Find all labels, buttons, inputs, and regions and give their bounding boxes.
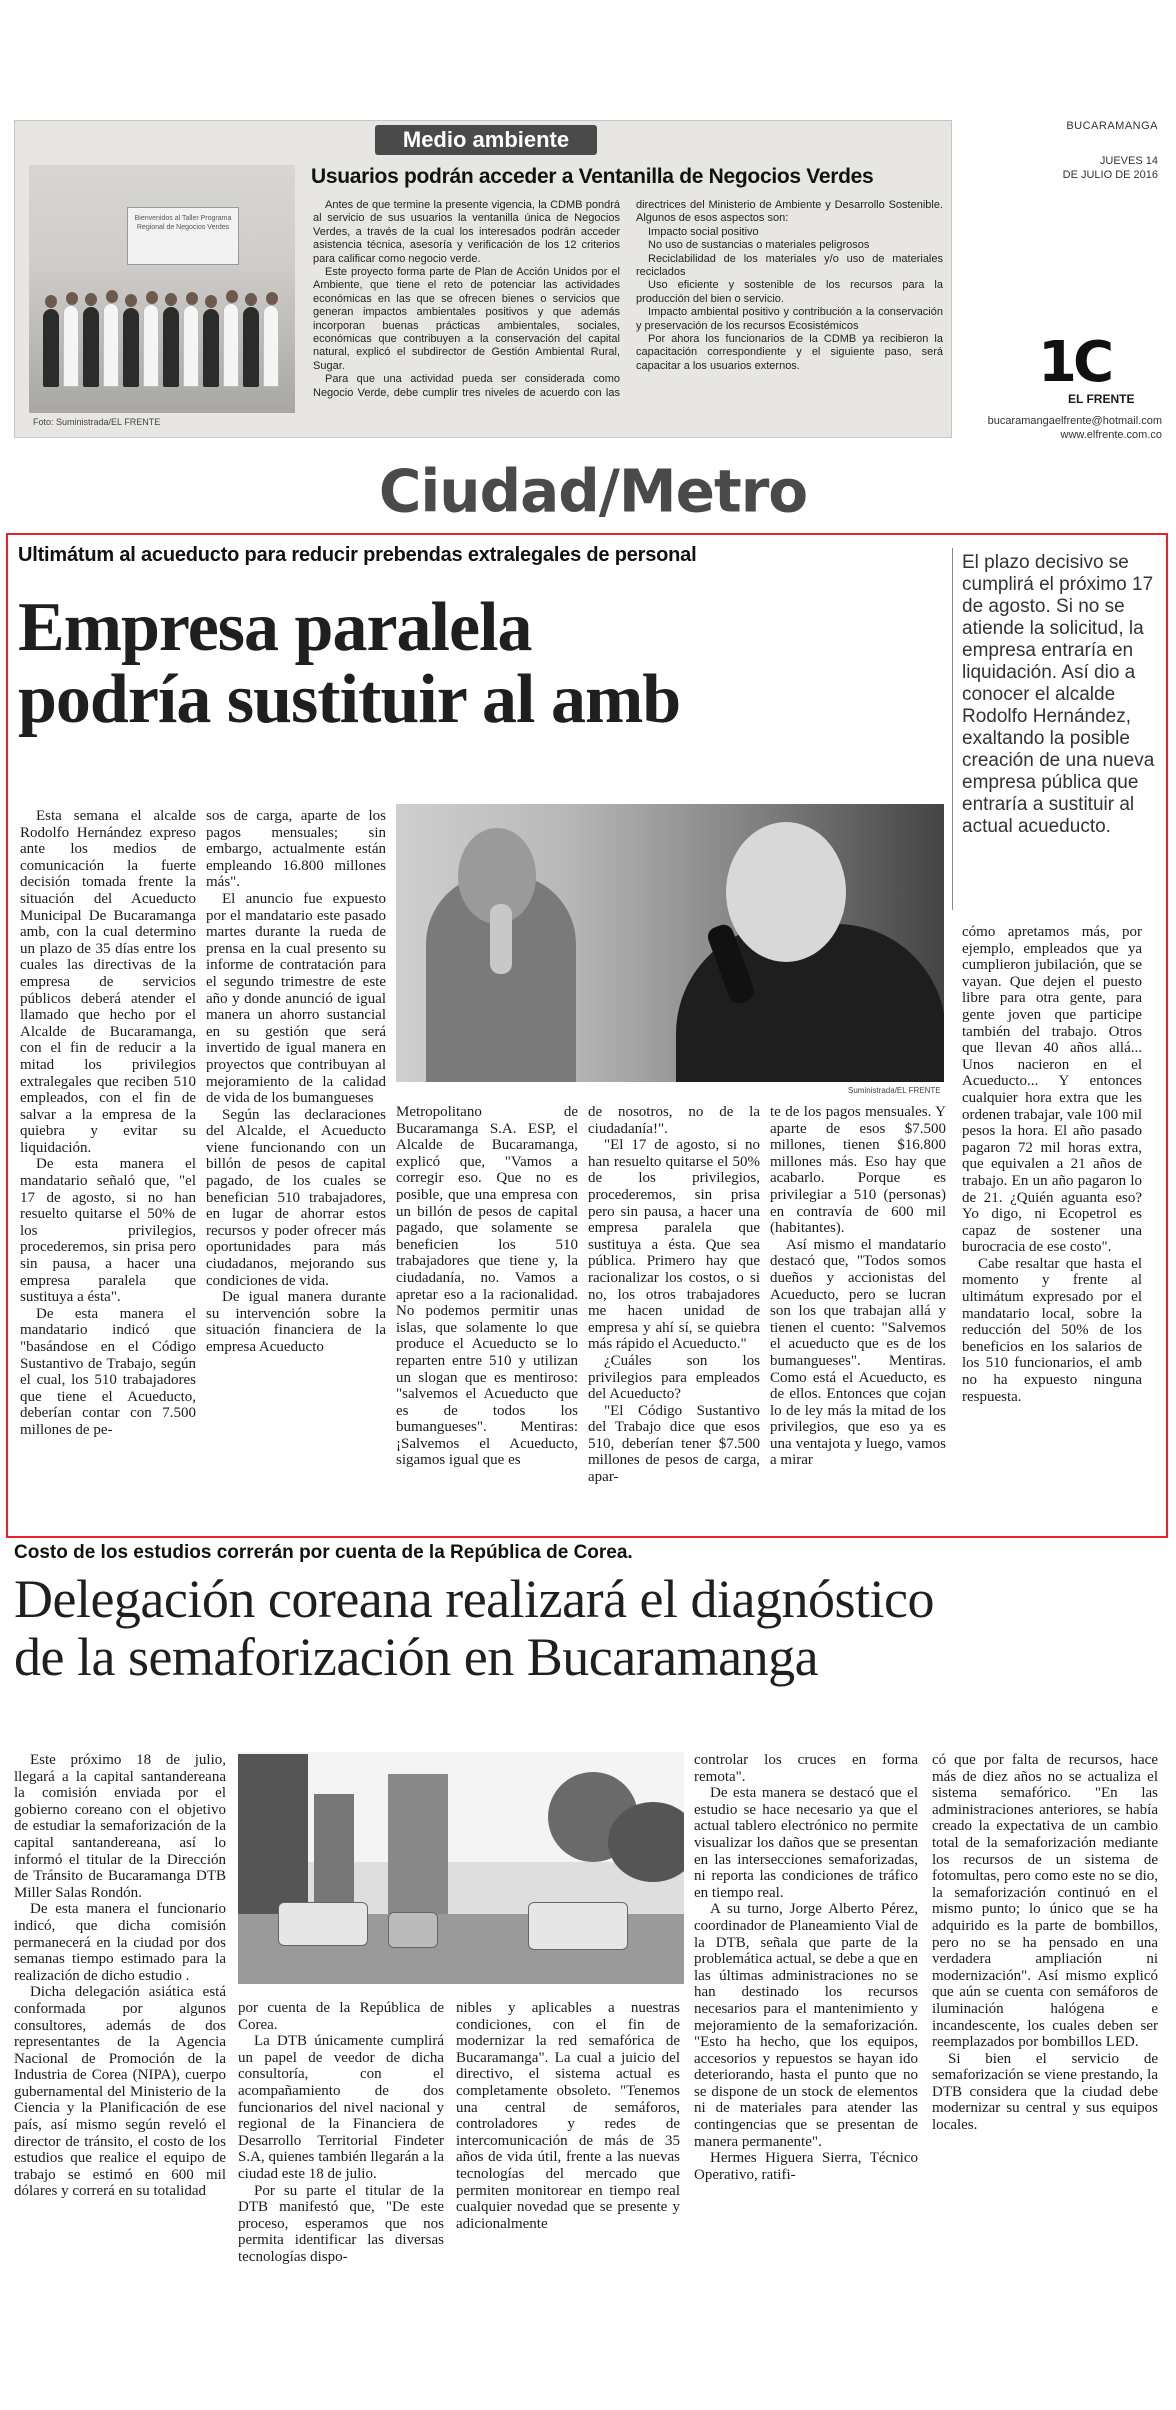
paragraph: La DTB únicamente cumplirá un papel de veedor de dicha consultoría, con el acompañamiento de dos funcionarios del nivel nacional y regional de la Financiera de Desarrollo Territorial Findeter S.A, quienes también llegarán a la ciudad este 18 de julio. [238,2033,444,2182]
dateline-city: BUCARAMANGA [1066,120,1158,132]
main-col-5 [770,1104,946,1469]
paragraph: De esta manera se destacó que el estudio se hace necesario ya que el actual tablero electrónico no permite visualizar los daños que se presentan en las intersecciones semaforizadas, ni reporta las condiciones de tráfico en tiempo real. [694,1785,918,1901]
main-story-summary: El plazo decisivo se cumplirá el próximo 17 de agosto. Si no se atiende la solicitud, la empresa entraría en liquidación. Así dio a conocer el alcalde Rodolfo Hernández, exaltando la posible creación de una nueva empresa pública que entraría a sustituir al actual acueducto. [962,552,1155,837]
mayor-press-photo [396,804,944,1082]
headline-line-1: Delegación coreana realizará el diagnóstico [14,1569,934,1629]
headline-line-2: de la semaforización en Bucaramanga [14,1627,819,1687]
traffic-street-photo [238,1752,684,1984]
medio-ambiente-banner [14,120,952,438]
section-title: Ciudad/Metro [378,456,808,526]
second-story-kicker: Costo de los estudios correrán por cuenta de la República de Corea. [14,1542,633,1563]
dateline-day: JUEVES 14 [1099,155,1158,167]
paragraph: cómo apretamos más, por ejemplo, empleados que ya cumplieron jubilación, que se vayan. Que dejen el puesto libre para otra gente, para gente joven que participe también del trabajo. Otros que llevan 40 años allá... Unos nacieron en el Acueducto... Y entonces cualquier hora extra que les ordenen trabajar, vale 100 mil pesos la hora. El año pasado pagaron 72 mil horas extra, que equivalen a 21 años de trabajo. En un año pagaron lo de 21. ¿Quién aguanta eso? Yo digo, ni Ecopetrol es capaz de sostener una burocracia de ese costo". [962,924,1142,1256]
main-story-headline [18,589,938,738]
main-col-2 [206,808,386,1356]
main-story-kicker: Ultimátum al acueducto para reducir prebendas extralegales de personal [18,544,697,566]
photo-figure-right-head [726,822,846,962]
paragraph: Esta semana el alcalde Rodolfo Hernández expreso ante los medios de comunicación la fuerte decisión tomada frente la situación del Acueducto Municipal De Bucaramanga amb, con la cual determino un plazo de 35 días entre los cuales las directivas de la empresa de servicios públicos deberá atender el llamado que hecho por el Alcalde de Bucaramanga, con el fin de reducir a la mitad los privilegios extralegales que reciben 510 empleados, con el fin de salvar a la empresa de la quiebra y evitar su liquidación. [20,808,196,1156]
contact-info [962,414,1162,442]
paragraph: te de los pagos mensuales. Y aparte de esos $7.500 millones, tienen $16.800 millones más. Eso hay que acabarlo. Porque es privilegiar a 510 (personas) en contravía de 600 mil (habitantes). [770,1104,946,1237]
banner-list-item: Reciclabilidad de los materiales y/o uso de materiales reciclados [636,252,943,279]
banner-paragraph: Este proyecto forma parte de Plan de Acción Unidos por el Ambiente, que tiene el reto de potenciar las actividades económicas en las que se ofrecen bienes o servicios que generan impactos ambientales positivos y que además incorporan buenas prácticas ambientales, sociales, económicas que contribuyen a la conservación del capital natural, explicó el subdirector de Gestión Ambiental Rural, Sugar. [313,266,620,372]
paragraph: nibles y aplicables a nuestras condiciones, con el fin de modernizar la red semafórica de Bucaramanga". La cual a juicio del directivo, el sistema actual es completamente obsoleto. "Tenemos una central de semáforos, controladores y redes de intercomunicación de más de 35 años de vida útil, frente a las nuevas tecnologías del mercado que permiten monitorear en tiempo real cualquier novedad que se presente y adicionalmente [456,2000,680,2232]
paragraph: ¿Cuáles son los privilegios para empleados del Acueducto? [588,1352,760,1403]
paragraph: controlar los cruces en forma remota". [694,1752,918,1785]
photo-raised-hand [490,904,512,974]
paragraph: Así mismo el mandatario destacó que, "Todos somos dueños y accionistas del Acueducto, pero se lucran son los que trabajan allá y tienen el cuento: "Salvemos el acueducto que es de los bumangueses". Mentiras. Como está el Acueducto, es de ellos. Entonces que cojan lo de ley más la mitad de los privilegios, que eso ya es una ventajota y luego, vamos a mirar [770,1236,946,1469]
photo-credit: Suministrada/EL FRENTE [848,1086,941,1095]
paragraph: Hermes Higuera Sierra, Técnico Operativo, ratifi- [694,2150,918,2183]
banner-list-item: Impacto ambiental positivo y contribución a la conservación y preservación de los recursos Ecosistémicos [636,306,943,332]
paragraph: Si bien el servicio de semaforización se viene prestando, la DTB considera que la ciudad debe modernizar su central y sus equipos locales. [932,2050,1158,2134]
story2-col-3 [456,2000,680,2232]
paragraph: Según las declaraciones del Alcalde, el Acueducto viene funcionando con un billón de pesos de capital pagado, de los cuales se benefician 510 trabajadores, en lugar de ahorrar estos recursos y poder ofrecer más oportunidades para más ciudadanos, mejorando sus condiciones de vida. [206,1106,386,1289]
paragraph: Dicha delegación asiática está conformada por algunos consultores, además de dos representantes de la Agencia Nacional de Promoción de la Industria de Corea (NIPA), cuerpo gubernamental del Ministerio de la Ciencia y la Planificación de ese país, así mismo según reveló el director de tránsito, el costo de los estudios que realice el equipo de trabajo se estimó en 600 mil dólares y correrá en su totalidad [14,1984,226,2200]
story2-col-5 [932,1752,1158,2134]
second-story-headline [14,1570,1164,1686]
paragraph: De esta manera el funcionario indicó, que dicha comisión permanecerá en la ciudad por dos semanas tiempo estimado para la realización de dicho estudio . [14,1901,226,1984]
banner-list-item: Impacto social positivo [648,225,759,238]
paragraph: sos de carga, aparte de los pagos mensuales; sin embargo, actualmente están empleando 16.800 millones más". [206,808,386,891]
banner-body [313,199,943,429]
dateline [968,120,1158,182]
main-col-6 [962,924,1142,1405]
dateline-date [968,154,1158,182]
main-col-3 [396,1104,578,1469]
banner-paragraph: Por ahora los funcionarios de la CDMB ya recibieron la capacitación correspondiente y el siguiente paso, será capacitar a los usuarios externos. [636,333,943,372]
paragraph: có que por falta de recursos, hace más de diez años no se actualiza el sistema semafórico. "En las administraciones anteriores, se había creado la expectativa de un cambio total de la semaforización mediante los recursos de un sistema de fotomultas, pero como este no se dio, la semaforización continuó en el mismo punto; lo único que se ha adquirido es la parte de bombillos, pero no se ha pensado en una verdadera ampliación ni modernización". Así mismo explicó que aún se cuenta con semáforos de iluminación halógena e incandescente, los cuales deben ser reemplazados por bombillos LED. [932,1752,1158,2051]
paragraph: De esta manera el mandatario señaló que, "el 17 de agosto, si no han resuelto quitarse el 50% de los privilegios, procederemos, sin prisa pero sin pausa, a hacer una empresa paralela que sustituya a ésta". [20,1156,196,1306]
contact-email[interactable]: bucaramangaelfrente@hotmail.com [987,415,1162,427]
section-kicker: Medio ambiente [375,125,597,155]
dateline-month: DE JULIO DE 2016 [1062,169,1158,181]
paragraph: "El 17 de agosto, si no han resuelto quitarse el 50% de los privilegios, procederemos, sin prisa pero sin pausa, a hacer una empresa paralela que sustituya a ésta. Que sea pública. Primero hay que racionalizar los costos, o si no, los otros trabajadores me hacen unidad de empresa y ahí sí, se quiebra más rápido el Acueducto." [588,1137,760,1353]
paragraph: Este próximo 18 de julio, llegará a la capital santandereana la comisión enviada por el gobierno coreano con el objetivo de estudiar la semaforización de la capital santandereana, así lo informó el titular de la Dirección de Tránsito de Bucaramanga DTB Miller Salas Rondón. [14,1752,226,1901]
photo-people [43,281,283,387]
main-col-4 [588,1104,760,1486]
paragraph: por cuenta de la República de Corea. [238,2000,444,2033]
story2-col-4 [694,1752,918,2183]
photo-credit: Foto: Suministrada/EL FRENTE [33,417,161,427]
sidebar-divider [952,548,953,910]
paragraph: "El Código Sustantivo del Trabajo dice que esos 510, deberían tener $7.500 millones de pesos de carga, apar- [588,1402,760,1486]
page-number: 1C [1038,330,1111,395]
paragraph: Cabe resaltar que hasta el momento y frente al ultimátum expresado por el mandatario local, sobre la reducción del 50% de los beneficios en los salarios de los 510 funcionarios, el amb no ha expuesto ninguna respuesta. [962,1255,1142,1405]
headline-line-2: podría sustituir al amb [18,661,681,738]
paragraph: A su turno, Jorge Alberto Pérez, coordinador de Planeamiento Vial de la DTB, señala que parte de la problemática actual, se debe a que en las últimas administraciones no se han destinado los recursos necesarios para el mantenimiento y mejoramiento de la semaforización. "Esto ha hecho, que los equipos, accesorios y repuestos se hayan ido deteriorando, hasta el punto que no se dispone de un stock de elementos ni de materiales para atender las contingencias que se presentan de manera permanente". [694,1901,918,2150]
banner-paragraph: Para que una actividad pueda ser considerada como Negocio Verde, debe cumplir tres niveles de acuerdo con las directrices del Ministerio de Ambiente y Desarrollo Sostenible. Algunos de esos aspectos son: [313,199,943,399]
banner-list-item: Uso eficiente y sostenible de los recursos para la producción del bien o servicio. [636,279,943,305]
paragraph: Por su parte el titular de la DTB manifestó que, "De este proceso, esperamos que nos permita identificar las diversas tecnologías dispo- [238,2182,444,2265]
story2-col-2 [238,2000,444,2266]
story2-col-1 [14,1752,226,2200]
paragraph: El anuncio fue expuesto por el mandatario este pasado martes durante la rueda de prensa en la cual presento su informe de contratación para el segundo trimestre de este año y donde anunció de igual manera un ahorro sustancial en su gestión que será invertido de igual manera en proyectos que contribuyan al mejoramiento de la calidad de vida de los bumangueses [206,890,386,1107]
paragraph: Metropolitano de Bucaramanga S.A. ESP, el Alcalde de Bucaramanga, explicó que, "Vamos a corregir eso. Que no es posible, que una empresa con un billón de pesos de capital pagado, que solamente se beneficien los 510 trabajadores que tiene y, la ciudadanía, no. Vamos a apretar eso a la racionalidad. No podemos permitir unas islas, que solamente lo que produce el Acueducto se lo reparten entre 510 y utilizan un slogan que es mentiroso: "salvemos el Acueducto que es de todos los bumangueses". Mentiras: ¡Salvemos el Acueducto, sigamos igual que es [396,1104,578,1469]
contact-website[interactable]: www.elfrente.com.co [1060,429,1162,441]
paragraph: De esta manera el mandatario indicó que "basándose en el Código Sustantivo de Trabajo, según el cual, los 510 trabajadores que tiene el Acueducto, deberían contar con 7.500 millones de pe- [20,1305,196,1438]
paragraph: de nosotros, no de la ciudadanía!". [588,1104,760,1137]
banner-paragraph: Antes de que termine la presente vigencia, la CDMB pondrá al servicio de sus usuarios la ventanilla única de Negocios Verdes, a través de la cual los interesados podrán acceder asistencia técnica, asesoría y verificación de los 12 criterios para calificar como negocio verde. [313,199,620,265]
paragraph: De igual manera durante su intervención sobre la situación financiera de la empresa Acueducto [206,1289,386,1355]
banner-list-item: No uso de sustancias o materiales peligrosos [648,239,870,252]
headline-line-1: Empresa paralela [18,589,532,666]
banner-headline: Usuarios podrán acceder a Ventanilla de Negocios Verdes [311,165,874,188]
newspaper-brand: EL FRENTE [1068,392,1135,406]
photo-board-sign: Bienvenidos al Taller Programa Regional de Negocios Verdes [127,207,239,265]
workshop-photo [29,165,295,413]
main-col-1 [20,808,196,1439]
